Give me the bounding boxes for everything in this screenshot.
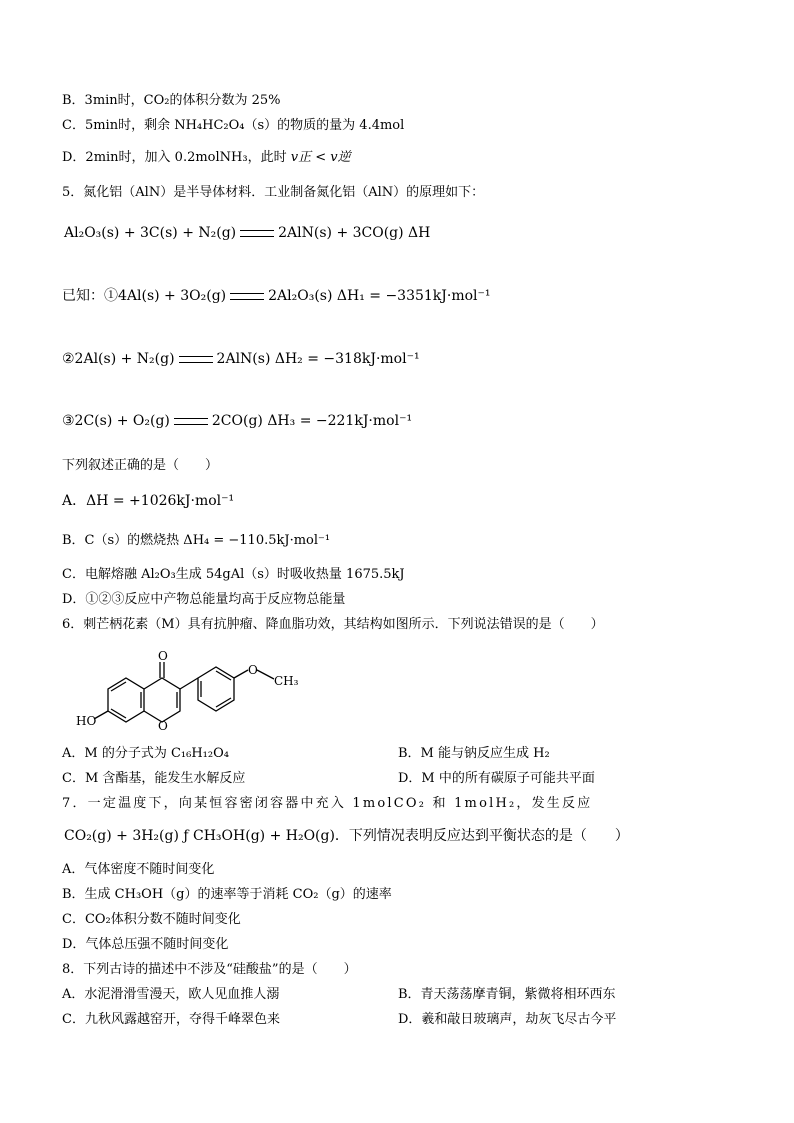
q7-reaction: CO₂(g) + 3H₂(g) ƒ CH₃OH(g) + H₂O(g)．下列情况表明反应达到平衡状态的是（ ） <box>64 828 629 844</box>
q8-option-d: D．羲和敲日玻璃声，劫灰飞尽古今平 <box>398 1012 617 1027</box>
q5-known-eq3 <box>62 412 412 430</box>
q5-question: 下列叙述正确的是（ ） <box>62 458 219 473</box>
ether-oxygen-label: O <box>248 663 258 677</box>
q5-known-prefix: 已知：① <box>62 288 118 304</box>
q5-main-lhs: Al₂O₃(s) + 3C(s) + N₂(g) <box>64 225 237 241</box>
equals-arrow-icon <box>240 230 274 237</box>
q6-option-d: D．M 中的所有碳原子可能共平面 <box>398 771 595 786</box>
q7-option-a: A．气体密度不随时间变化 <box>62 862 215 877</box>
q5-option-b: B．C（s）的燃烧热 ΔH₄ = −110.5kJ·mol⁻¹ <box>62 533 331 548</box>
q5-eq1-lhs: 4Al(s) + 3O₂(g) <box>118 288 227 304</box>
q5-main-rhs: 2AlN(s) + 3CO(g) ΔH <box>278 225 431 241</box>
q5-stem: 5．氮化铝（AlN）是半导体材料．工业制备氮化铝（AlN）的原理如下： <box>62 185 485 200</box>
carbonyl-oxygen-label: O <box>158 650 168 663</box>
q5-option-a: A．ΔH = +1026kJ·mol⁻¹ <box>62 493 235 509</box>
q5-known-eq2 <box>62 350 420 368</box>
q5-eq3-rhs: 2CO(g) ΔH₃ = −221kJ·mol⁻¹ <box>211 413 413 429</box>
q6-option-a: A．M 的分子式为 C₁₆H₁₂O₄ <box>62 746 229 761</box>
q8-stem: 8．下列古诗的描述中不涉及“硅酸盐”的是（ ） <box>62 962 357 977</box>
molecule-structure-diagram <box>76 650 306 732</box>
q5-eq2-lhs: ②2Al(s) + N₂(g) <box>62 351 175 367</box>
q5-option-c: C．电解熔融 Al₂O₃生成 54gAl（s）时吸收热量 1675.5kJ <box>62 567 405 582</box>
q5-eq1-rhs: 2Al₂O₃(s) ΔH₁ = −3351kJ·mol⁻¹ <box>268 288 491 304</box>
q5-eq2-rhs: 2AlN(s) ΔH₂ = −318kJ·mol⁻¹ <box>216 351 420 367</box>
q5-main-equation <box>64 224 430 242</box>
q5-eq3-lhs: ③2C(s) + O₂(g) <box>62 413 170 429</box>
q4-option-c: C．5min时，剩余 NH₄HC₂O₄（s）的物质的量为 4.4mol <box>62 118 405 133</box>
hydroxyl-label: HO <box>76 714 97 728</box>
pyranone-ring <box>144 678 180 722</box>
q8-option-c: C．九秋风露越窑开，夺得千峰翠色来 <box>62 1012 280 1027</box>
q4-option-d-relation: v正 < v逆 <box>290 150 351 165</box>
q6-stem: 6．刺芒柄花素（M）具有抗肿瘤、降血脂功效，其结构如图所示．下列说法错误的是（ ） <box>62 617 604 632</box>
ring-oxygen-label: O <box>158 719 168 732</box>
q6-option-c: C．M 含酯基，能发生水解反应 <box>62 771 246 786</box>
q4-option-d <box>62 149 351 167</box>
q8-option-a: A．水泥滑滑雪漫天，欧人见血推人溺 <box>62 987 280 1002</box>
equals-arrow-icon <box>174 418 208 425</box>
q7-option-c: C．CO₂体积分数不随时间变化 <box>62 912 241 927</box>
q7-option-d: D．气体总压强不随时间变化 <box>62 937 229 952</box>
equals-arrow-icon <box>230 293 264 300</box>
benzene-ring-right <box>198 667 234 711</box>
benzene-ring-left <box>108 678 144 722</box>
q4-option-b: B．3min时，CO₂的体积分数为 25% <box>62 93 281 108</box>
q5-option-d: D．①②③反应中产物总能量均高于反应物总能量 <box>62 592 346 607</box>
methyl-label: CH₃ <box>274 674 299 688</box>
q4-option-d-text: D．2min时，加入 0.2molNH₃，此时 <box>62 150 287 165</box>
q6-option-b: B．M 能与钠反应生成 H₂ <box>398 746 550 761</box>
q8-option-b: B．青天荡荡摩青铜，紫微将相环西东 <box>398 987 616 1002</box>
q7-stem: 7．一定温度下，向某恒容密闭容器中充入 1molCO₂ 和 1molH₂，发生反应 <box>62 796 593 811</box>
equals-arrow-icon <box>179 356 213 363</box>
q5-known-eq1 <box>62 287 491 305</box>
q7-option-b: B．生成 CH₃OH（g）的速率等于消耗 CO₂（g）的速率 <box>62 887 392 902</box>
